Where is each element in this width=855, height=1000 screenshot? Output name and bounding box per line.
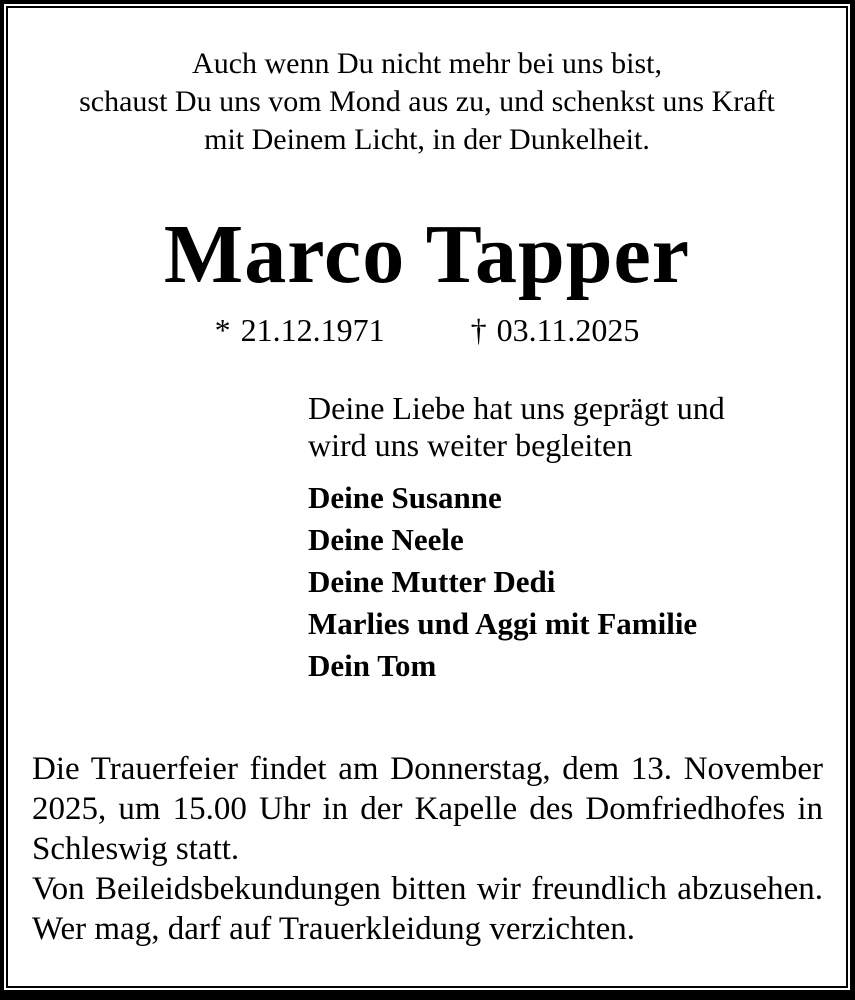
mourner-item: Deine Mutter Dedi (308, 564, 556, 599)
announcement-line: Schleswig statt. (32, 831, 240, 867)
mourner-item: Deine Susanne (308, 480, 502, 515)
announcement-line: Wer mag, darf auf Trauerkleidung verzichten. (32, 911, 636, 947)
epigraph-line: mit Deinem Licht, in der Dunkelheit. (204, 123, 650, 156)
announcement-line: Von Beileidsbekundungen bitten wir freundlich abzusehen. (32, 871, 823, 907)
mourners-list (308, 477, 697, 687)
death-date-entry (471, 312, 640, 348)
epigraph-line: schaust Du uns vom Mond aus zu, und schenkst uns Kraft (79, 85, 775, 118)
tribute-text (308, 390, 725, 464)
life-dates (4, 312, 850, 348)
birth-date-entry (215, 312, 385, 348)
funeral-announcement (32, 749, 823, 949)
tribute-line: wird uns weiter begleiten (308, 427, 633, 463)
birth-date: 21.12.1971 (240, 312, 385, 348)
epigraph-poem (4, 45, 850, 159)
mourner-item: Dein Tom (308, 648, 437, 683)
tribute-line: Deine Liebe hat uns geprägt und (308, 390, 725, 426)
epigraph-line: Auch wenn Du nicht mehr bei uns bist, (192, 47, 662, 80)
mourner-item: Marlies und Aggi mit Familie (308, 606, 698, 641)
deceased-name: Marco Tapper (163, 208, 691, 301)
announcement-line: 2025, um 15.00 Uhr in der Kapelle des Domfriedhofes in (32, 791, 823, 827)
death-cross-symbol: † (470, 312, 487, 348)
announcement-line: Die Trauerfeier findet am Donnerstag, dem 13. November (32, 751, 823, 787)
death-date: 03.11.2025 (496, 312, 640, 348)
mourner-item: Deine Neele (308, 522, 464, 557)
birth-star-symbol: * (214, 312, 231, 348)
